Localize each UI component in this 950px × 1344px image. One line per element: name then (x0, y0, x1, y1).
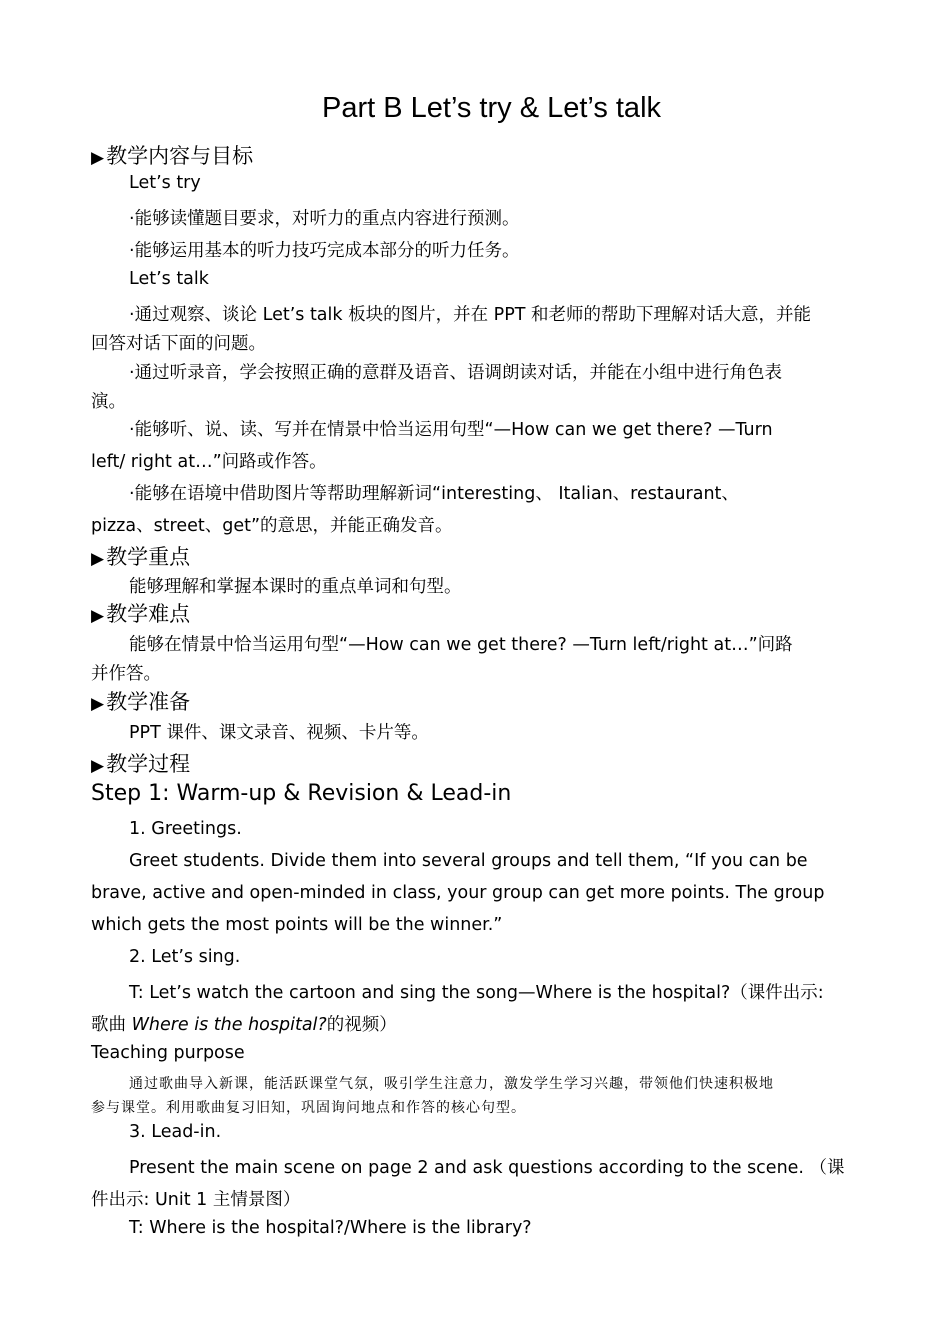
heading-key-points (91, 541, 190, 571)
lead-in-heading: 3. Lead-in. (129, 1122, 222, 1142)
heading-process (91, 748, 190, 778)
talk-objective-1-line-2: 回答对话下面的问题。 (91, 334, 266, 354)
teaching-purpose-label: Teaching purpose (91, 1043, 245, 1063)
lets-try-label: Let’s try (129, 173, 201, 193)
try-objective-1: ·能够读懂题目要求，对听力的重点内容进行预测。 (129, 209, 520, 229)
song-title: Where is the hospital? (131, 1015, 327, 1035)
try-objective-2: ·能够运用基本的听力技巧完成本部分的听力任务。 (129, 241, 520, 261)
lets-sing-line-2-suffix: 的视频） (326, 1015, 397, 1035)
talk-objective-4-line-1: ·能够在语境中借助图片等帮助理解新词“interesting、 Italian、restaurant、 (129, 484, 739, 504)
lets-sing-line-2-prefix: 歌曲 (91, 1015, 132, 1035)
heading-difficulties-text: 教学难点 (106, 602, 191, 626)
greetings-line-3: which gets the most points will be the winner.” (91, 915, 503, 935)
triangle-bullet-icon: ▶ (91, 606, 105, 626)
lead-in-line-2: 件出示: Unit 1 主情景图） (91, 1190, 301, 1210)
talk-objective-2-line-1: ·通过听录音，学会按照正确的意群及语音、语调朗读对话，并能在小组中进行角色表 (129, 363, 783, 383)
key-points-text: 能够理解和掌握本课时的重点单词和句型。 (129, 577, 462, 597)
lets-talk-label: Let’s talk (129, 269, 209, 289)
talk-objective-3-line-1: ·能够听、说、读、写并在情景中恰当运用句型“—How can we get there? —Turn (129, 420, 773, 440)
greetings-line-1: Greet students. Divide them into several groups and tell them, “If you can be (129, 851, 808, 871)
lets-sing-line-2 (91, 1011, 397, 1036)
talk-objective-2-line-2: 演。 (91, 392, 126, 412)
triangle-bullet-icon: ▶ (91, 694, 105, 714)
heading-objectives-text: 教学内容与目标 (106, 144, 254, 168)
lead-in-line-1: Present the main scene on page 2 and ask questions according to the scene. （课 (129, 1158, 845, 1178)
preparation-text: PPT 课件、课文录音、视频、卡片等。 (129, 723, 429, 743)
triangle-bullet-icon: ▶ (91, 148, 105, 168)
triangle-bullet-icon: ▶ (91, 549, 105, 569)
difficulties-line-1: 能够在情景中恰当运用句型“—How can we get there? —Turn left/right at…”问路 (129, 635, 793, 655)
talk-objective-4-line-2: pizza、street、get”的意思，并能正确发音。 (91, 516, 453, 536)
heading-difficulties (91, 598, 190, 628)
step-1-heading: Step 1: Warm-up & Revision & Lead-in (91, 781, 512, 806)
teaching-purpose-line-2: 参与课堂。利用歌曲复习旧知，巩固询问地点和作答的核心句型。 (91, 1100, 526, 1116)
page-title: Part B Let’s try & Let’s talk (321, 92, 662, 124)
heading-preparation (91, 686, 190, 716)
talk-objective-1-line-1: ·通过观察、谈论 Let’s talk 板块的图片，并在 PPT 和老师的帮助下理解对话大意，并能 (129, 305, 812, 325)
heading-key-points-text: 教学重点 (106, 545, 191, 569)
greetings-heading: 1. Greetings. (129, 819, 242, 839)
talk-objective-3-line-2: left/ right at…”问路或作答。 (91, 452, 327, 472)
heading-process-text: 教学过程 (106, 752, 191, 776)
difficulties-line-2: 并作答。 (91, 664, 161, 684)
triangle-bullet-icon: ▶ (91, 756, 105, 776)
heading-objectives (91, 140, 253, 170)
teacher-question: T: Where is the hospital?/Where is the library? (129, 1218, 532, 1238)
heading-preparation-text: 教学准备 (106, 690, 191, 714)
teaching-purpose-line-1: 通过歌曲导入新课，能活跃课堂气氛，吸引学生注意力，激发学生学习兴趣，带领他们快速积极地 (129, 1076, 774, 1092)
lets-sing-heading: 2. Let’s sing. (129, 947, 241, 967)
lets-sing-line-1: T: Let’s watch the cartoon and sing the song—Where is the hospital?（课件出示: (129, 983, 824, 1003)
greetings-line-2: brave, active and open-minded in class, your group can get more points. The group (91, 883, 825, 903)
